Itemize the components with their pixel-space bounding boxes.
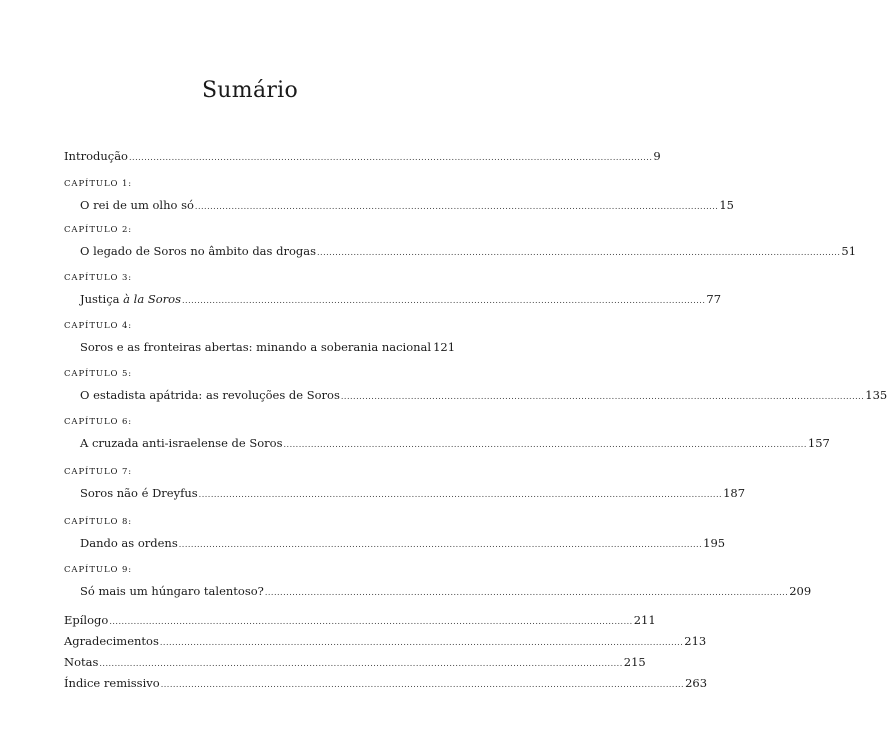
toc-entry-chapter-9[interactable] (80, 583, 812, 599)
page-title: Sumário (201, 78, 299, 103)
entry-page: 213 (684, 634, 707, 648)
entry-page: 157 (807, 436, 830, 450)
dot-leader: ............................................................................................................................................................................ (159, 638, 684, 647)
chapter-heading: CAPÍTULO 1: (64, 179, 133, 189)
dot-leader: ............................................................................................................................................................................ (182, 296, 706, 305)
entry-label: Soros não é Dreyfus (80, 486, 198, 500)
entry-label: Epílogo (64, 613, 109, 627)
dot-leader: ............................................................................................................................................................................ (194, 202, 719, 211)
dot-leader: ............................................................................................................................................................................ (198, 490, 723, 499)
entry-page: 215 (623, 655, 646, 669)
entry-page: 121 (433, 340, 456, 354)
entry-label: Soros e as fronteiras abertas: minando a soberania nacional (80, 340, 432, 354)
chapter-3 (64, 272, 722, 307)
entry-page: 263 (685, 676, 708, 690)
entry-page: 209 (789, 584, 812, 598)
toc-entry-chapter-6[interactable] (80, 435, 830, 451)
toc-entry-notes[interactable] (64, 654, 646, 670)
toc-entry-index[interactable] (64, 675, 708, 691)
dot-leader: ............................................................................................................................................................................ (317, 248, 841, 257)
entry-page: 51 (841, 244, 857, 258)
chapter-heading: CAPÍTULO 9: (64, 565, 133, 575)
toc-entry-chapter-5[interactable] (80, 387, 887, 403)
entry-page: 135 (865, 388, 887, 402)
toc-entry-introduction[interactable] (64, 148, 661, 164)
chapter-9 (64, 564, 812, 599)
entry-label: O rei de um olho só (80, 198, 194, 212)
dot-leader: ............................................................................................................................................................................ (340, 392, 865, 401)
toc-entry-chapter-8[interactable] (80, 535, 726, 551)
chapter-1 (64, 178, 734, 213)
chapter-heading: CAPÍTULO 7: (64, 467, 133, 477)
entry-page: 211 (633, 613, 656, 627)
toc-entry-chapter-3[interactable] (80, 291, 722, 307)
chapter-6 (64, 416, 830, 451)
entry-label: Só mais um húngaro talentoso? (80, 584, 264, 598)
chapter-4 (64, 320, 456, 355)
chapter-heading: CAPÍTULO 6: (64, 417, 133, 427)
toc-entry-epilogue[interactable] (64, 612, 656, 628)
entry-label: O estadista apátrida: as revoluções de Soros (80, 388, 340, 402)
toc-entry-chapter-4[interactable] (80, 339, 456, 355)
entry-page: 187 (723, 486, 746, 500)
entry-label: Notas (64, 655, 99, 669)
dot-leader: ............................................................................................................................................................................ (264, 588, 789, 597)
chapter-heading: CAPÍTULO 3: (64, 273, 133, 283)
entry-label: A cruzada anti-israelense de Soros (80, 436, 283, 450)
dot-leader: ............................................................................................................................................................................ (128, 153, 653, 162)
chapter-7 (64, 466, 746, 501)
entry-label: Introdução (64, 149, 128, 163)
entry-label: Dando as ordens (80, 536, 178, 550)
chapter-2 (64, 224, 857, 259)
entry-label: O legado de Soros no âmbito das drogas (80, 244, 316, 258)
chapter-8 (64, 516, 726, 551)
entry-label: Agradecimentos (64, 634, 159, 648)
chapter-heading: CAPÍTULO 2: (64, 225, 133, 235)
toc-entry-chapter-7[interactable] (80, 485, 746, 501)
toc-entry-chapter-1[interactable] (80, 197, 734, 213)
entry-label: Índice remissivo (64, 676, 160, 690)
dot-leader: ............................................................................................................................................................................ (160, 680, 685, 689)
chapter-5 (64, 368, 887, 403)
entry-label: Justiça à la Soros (80, 292, 181, 306)
toc-entry-acknowledgments[interactable] (64, 633, 707, 649)
dot-leader: ............................................................................................................................................................................ (178, 540, 703, 549)
chapter-heading: CAPÍTULO 5: (64, 369, 133, 379)
entry-page: 9 (653, 149, 661, 163)
dot-leader: ............................................................................................................................................................................ (109, 617, 633, 626)
toc-entry-chapter-2[interactable] (80, 243, 857, 259)
dot-leader: ............................................................................................................................................................................ (283, 440, 807, 449)
chapter-heading: CAPÍTULO 8: (64, 517, 133, 527)
entry-page: 195 (703, 536, 726, 550)
entry-page: 77 (706, 292, 722, 306)
chapter-heading: CAPÍTULO 4: (64, 321, 133, 331)
entry-page: 15 (719, 198, 734, 212)
dot-leader: ............................................................................................................................................................................ (99, 659, 623, 668)
